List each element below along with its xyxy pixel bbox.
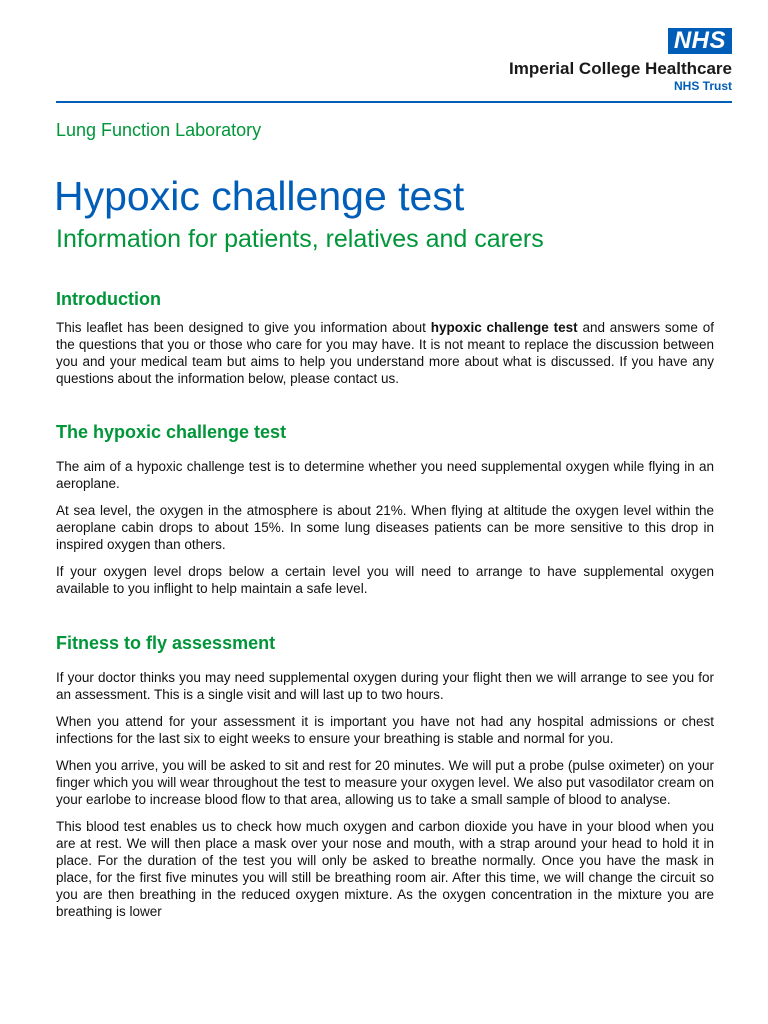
- document-body: [56, 288, 714, 920]
- fitness-paragraph-3: When you arrive, you will be asked to sit and rest for 20 minutes. We will put a probe (pulse oximeter) on your finger which you will wear throughout the test to measure your oxygen level. We also put vasodilator cream on your earlobe to increase blood flow to that area, allowing us to take a small sample of blood to analyse.: [56, 758, 714, 807]
- intro-text-start: This leaflet has been designed to give you information about: [56, 320, 431, 335]
- trust-subtitle: NHS Trust: [673, 79, 732, 93]
- department-name: Lung Function Laboratory: [56, 120, 262, 140]
- section-heading-introduction: Introduction: [56, 289, 161, 309]
- intro-text-end: and answers some of the questions that you or those who care for you may have. It is not meant to replace the discussion between you and your medical team but aims to help you understand more about what is discussed. If you have any questions about the information below, please contact us.: [56, 320, 714, 386]
- trust-name: Imperial College Healthcare: [509, 59, 732, 78]
- page-subtitle: Information for patients, relatives and carers: [56, 225, 544, 253]
- fitness-paragraph-1: If your doctor thinks you may need supplemental oxygen during your flight then we will arrange to see you for an assessment. This is a single visit and will last up to two hours.: [56, 670, 714, 702]
- header-divider: [56, 101, 732, 103]
- intro-bold-term: hypoxic challenge test: [430, 320, 578, 335]
- test-paragraph-2: At sea level, the oxygen in the atmosphere is about 21%. When flying at altitude the oxygen level within the aeroplane cabin drops to about 15%. In some lung diseases patients can be more sensitive to this drop in inspired oxygen than others.: [56, 503, 714, 552]
- fitness-paragraph-2: When you attend for your assessment it is important you have not had any hospital admissions or chest infections for the last six to eight weeks to ensure your breathing is stable and normal for you.: [56, 714, 714, 746]
- nhs-logo: NHS: [668, 28, 732, 54]
- intro-paragraph: [56, 319, 714, 387]
- page-title: Hypoxic challenge test: [54, 173, 465, 219]
- trust-logo: [509, 28, 732, 93]
- section-heading-fitness: Fitness to fly assessment: [56, 633, 276, 653]
- test-paragraph-1: The aim of a hypoxic challenge test is to determine whether you need supplemental oxygen while flying in an aeroplane.: [56, 459, 714, 491]
- fitness-paragraph-4: This blood test enables us to check how much oxygen and carbon dioxide you have in your blood when you are at rest. We will then place a mask over your nose and mouth, with a strap around your head to hold it in place. For the duration of the test you will only be asked to breathe normally. Once you have the mask in place, for the first five minutes you will still be breathing room air. After this time, we will change the circuit so you are then breathing in the reduced oxygen mixture. As the oxygen concentration in the mixture you are breathing is lower: [56, 819, 714, 919]
- test-paragraph-3: If your oxygen level drops below a certain level you will need to arrange to have supplemental oxygen available to you inflight to help maintain a safe level.: [56, 564, 714, 596]
- section-heading-test: The hypoxic challenge test: [56, 422, 287, 442]
